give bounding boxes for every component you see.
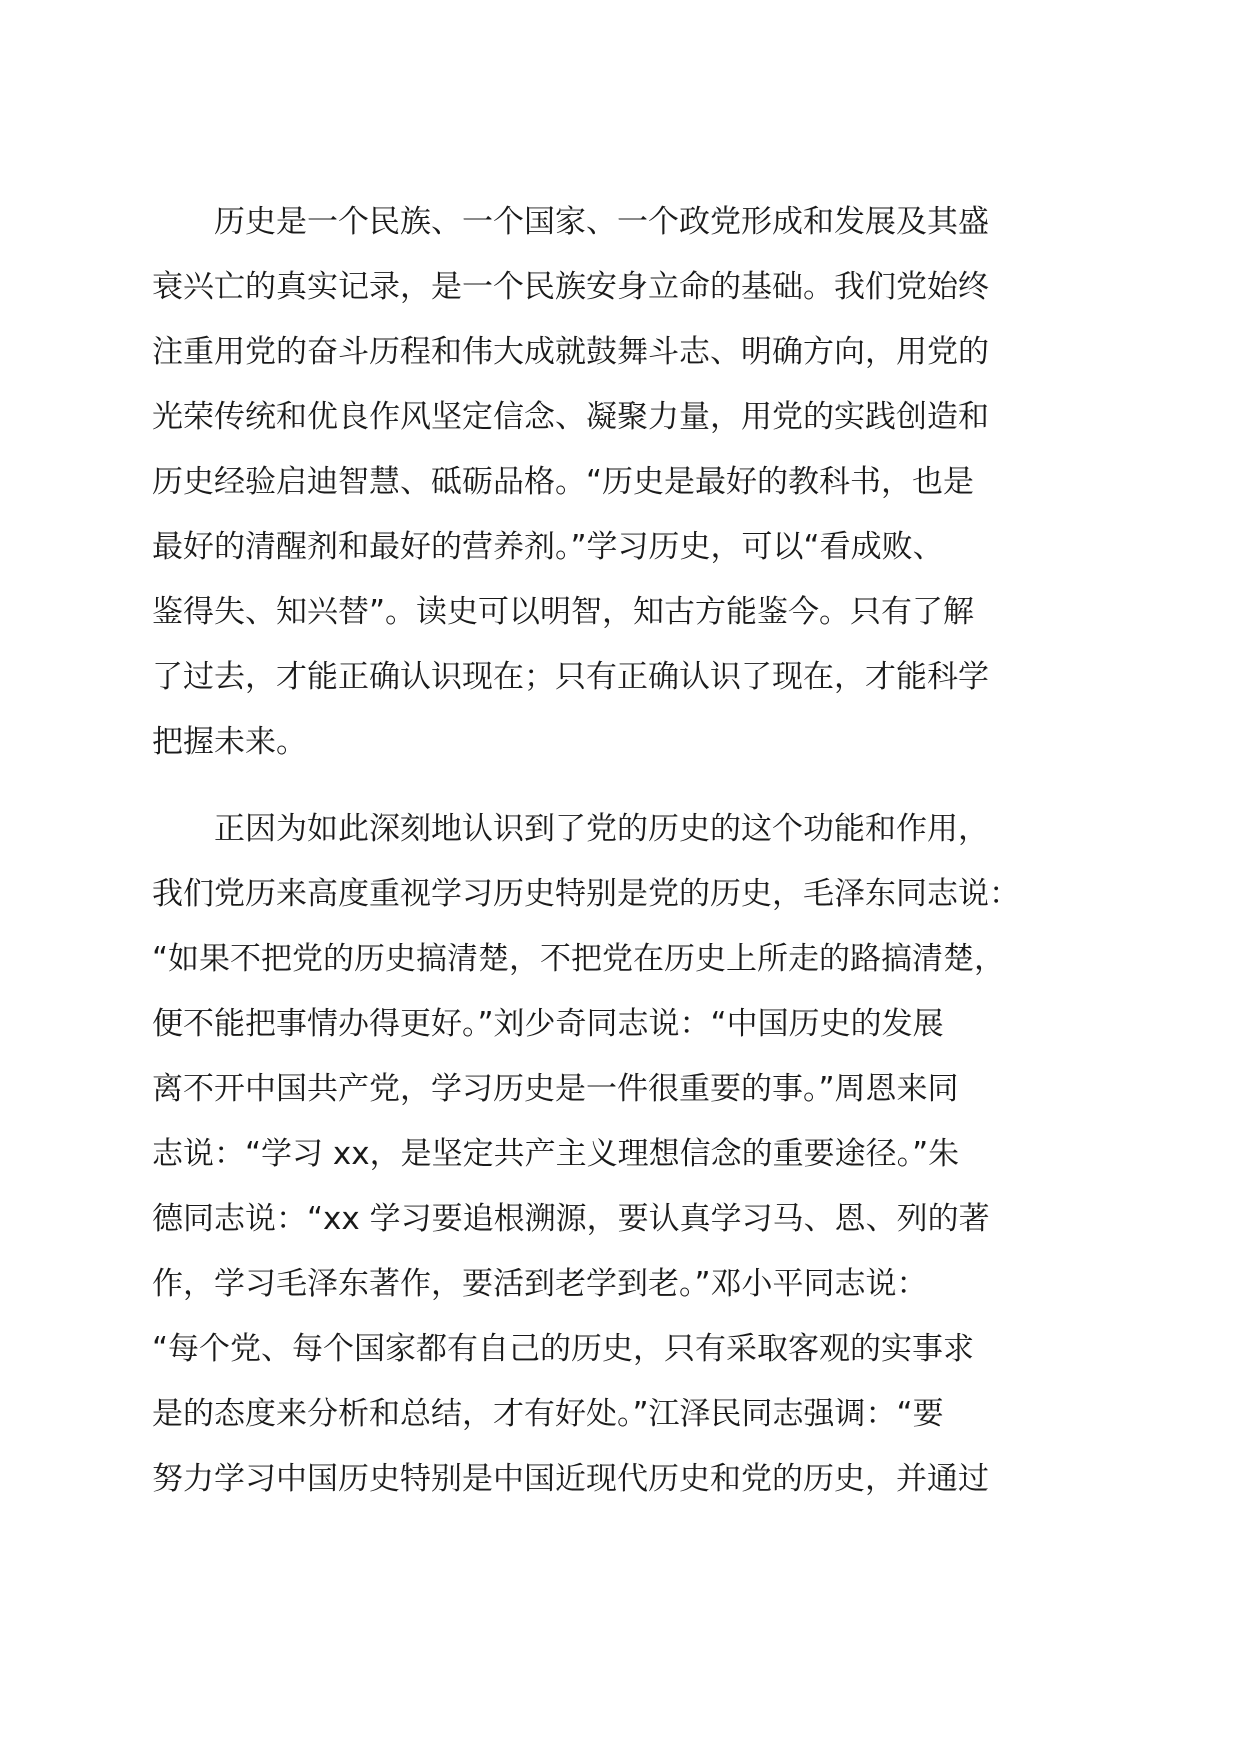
text-line: “每个党、每个国家都有自己的历史，只有采取客观的实事求 xyxy=(152,1331,975,1367)
text-line: 便不能把事情办得更好。”刘少奇同志说：“中国历史的发展 xyxy=(152,1006,944,1042)
text-line: 正因为如此深刻地认识到了党的历史的这个功能和作用， xyxy=(152,811,989,847)
text-line: 衰兴亡的真实记录，是一个民族安身立命的基础。我们党始终 xyxy=(152,269,989,305)
text-line: 最好的清醒剂和最好的营养剂。”学习历史，可以“看成败、 xyxy=(152,529,944,565)
text-line: 历史经验启迪智慧、砥砺品格。“历史是最好的教科书，也是 xyxy=(152,464,975,500)
text-line: 鉴得失、知兴替”。读史可以明智，知古方能鉴今。只有了解 xyxy=(152,594,975,630)
text-line: 我们党历来高度重视学习历史特别是党的历史，毛泽东同志说： xyxy=(152,876,1020,912)
paragraph-spacer xyxy=(152,775,1097,797)
text-line: “如果不把党的历史搞清楚，不把党在历史上所走的路搞清楚， xyxy=(152,941,1006,977)
text-line: 作，学习毛泽东著作，要活到老学到老。”邓小平同志说： xyxy=(152,1266,928,1302)
text-line: 离不开中国共产党，学习历史是一件很重要的事。”周恩来同 xyxy=(152,1071,959,1107)
text-line: 光荣传统和优良作风坚定信念、凝聚力量，用党的实践创造和 xyxy=(152,399,989,435)
text-line: 注重用党的奋斗历程和伟大成就鼓舞斗志、明确方向，用党的 xyxy=(152,334,989,370)
paragraph-1 xyxy=(152,190,1097,775)
document-body xyxy=(152,190,1097,1512)
text-line: 历史是一个民族、一个国家、一个政党形成和发展及其盛 xyxy=(152,204,989,240)
paragraph-2 xyxy=(152,797,1097,1512)
text-line: 志说：“学习 xx，是坚定共产主义理想信念的重要途径。”朱 xyxy=(152,1136,960,1172)
text-line: 努力学习中国历史特别是中国近现代历史和党的历史，并通过 xyxy=(152,1461,989,1497)
text-line: 德同志说：“xx 学习要追根溯源，要认真学习马、恩、列的著 xyxy=(152,1201,990,1237)
text-line: 了过去，才能正确认识现在；只有正确认识了现在，才能科学 xyxy=(152,659,989,695)
text-line: 把握未来。 xyxy=(152,724,307,760)
text-line: 是的态度来分析和总结，才有好处。”江泽民同志强调：“要 xyxy=(152,1396,944,1432)
